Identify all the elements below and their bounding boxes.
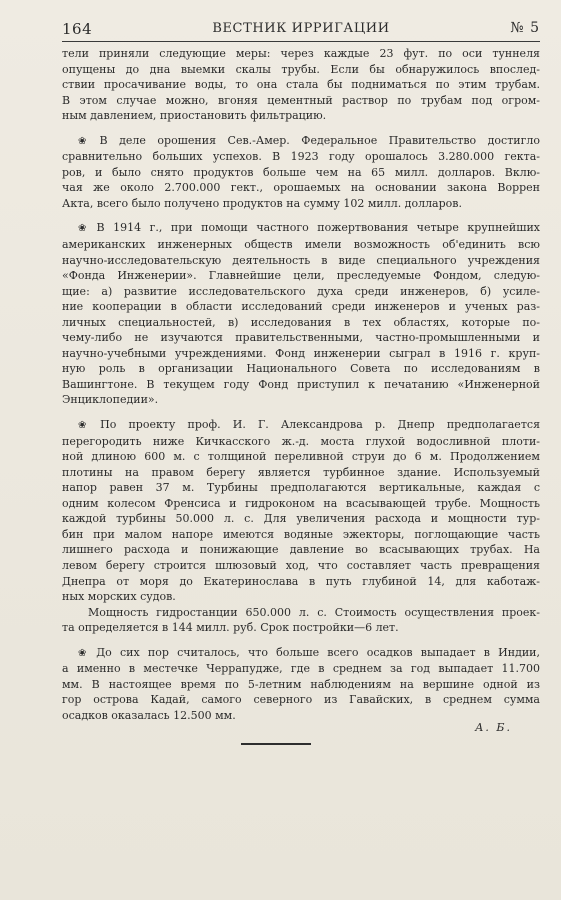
paragraph-irrigation [62,133,540,212]
text-line: а именно в местечке Черрапудже, где в среднем за год выпадает 11.700 [62,662,540,676]
text-line: одним колесом Френсиса и гидроконом на всасывающей трубе. Мощность [62,496,540,510]
text-line: сравнительно больших успехов. В 1923 году орошалось 3.280.000 гекта- [62,150,540,164]
text-line: чему-либо не изучаются правительственными, частно-промышленными и [62,331,540,345]
text-line-with-marker: ❀ До сих пор считалось, что больше всего осадков выпадает в Индии, [62,645,540,662]
section-marker-icon: ❀ [78,420,87,432]
text-line: ствии просачивание воды, то она стала бы подниматься по этим трубам. [62,78,540,92]
header-divider [62,41,540,42]
section-marker-icon: ❀ [78,647,87,659]
text-line: лишнего расхода и понижающие давление во всасывающих трубах. На [62,543,540,557]
text-line: перегородить ниже Кичкасского ж.-д. моста глухой водосливной плоти- [62,434,540,448]
text-line: ние кооперации в области исследований среди инженеров и ученых раз- [62,300,540,314]
text-line: бин при малом напоре имеются водяные эжекторы, поглощающие часть [62,527,540,541]
page-header [62,20,540,42]
page-number: 164 [62,20,93,38]
text-line-with-marker: ❀ В 1914 г., при помощи частного пожертвования четыре крупнейших [62,220,540,237]
text-line: Энциклопедии». [62,393,159,407]
text-line: ным давлением, приостановить фильтрацию. [62,109,327,123]
text-line: та определяется в 144 милл. руб. Срок постройки—6 лет. [62,621,399,635]
text-line: мм. В настоящее время по 5-летним наблюдениям на вершине одной из [62,677,540,691]
text-line: плотины на правом берегу является турбинное здание. Используемый [62,465,540,479]
text-line: ной длиною 600 м. с толщиной переливной струи до 6 м. Продолжением [62,450,540,464]
text-line: личных специальностей, в) исследования в тех областях, которые по- [62,315,540,329]
paragraph-engineering-fund [62,220,540,408]
text-line: каждой турбины 50.000 л. с. Для увеличения расхода и мощности тур- [62,512,540,526]
text-line: научно-учебными учреждениями. Фонд инженерии сыграл в 1916 г. круп- [62,346,540,360]
paragraph-tunnel [62,46,540,124]
text-line: Днепра от моря до Екатеринослава в путь глубиной 14, для каботаж- [62,574,540,588]
text-line: гор острова Кадай, самого северного из Гавайских, в среднем сумма [62,693,540,707]
issue-number: № 5 [510,20,540,36]
text-line: левом берегу строится шлюзовый ход, что составляет часть превращения [62,558,540,572]
section-marker-icon: ❀ [78,135,87,147]
text-line: Акта, всего было получено продуктов на сумму 102 милл. долларов. [62,196,462,210]
text-line: чая же около 2.700.000 гект., орошаемых на основании закона Воррен [62,181,540,195]
paragraph-rainfall [62,645,540,724]
author-signature: А. Б. [475,721,512,734]
text-line: опущены до дна выемки скалы трубы. Если бы обнаружилось впослед- [62,62,540,76]
article-body [62,46,540,723]
text-line: осадков оказалась 12.500 мм. [62,708,236,722]
text-line: В этом случае можно, вгоняя цементный раствор по трубам под огром- [62,93,540,107]
text-line: ную роль в организации Национального Совета по исследованиям в [62,362,540,376]
text-line: американских инженерных обществ имели возможность об'единить всю [62,238,540,252]
section-marker-icon: ❀ [78,223,87,235]
text-line: тели приняли следующие меры: через каждые 23 фут. по оси туннеля [62,47,540,60]
text-line: щие: а) развитие исследовательского духа среди инженеров, б) усиле- [62,284,540,298]
text-line: ров, и было снято продуктов больше чем на 65 милл. долларов. Вклю- [62,165,540,179]
text-line: «Фонда Инженерии». Главнейшие цели, преследуемые Фондом, следую- [62,269,540,283]
journal-title: ВЕСТНИК ИРРИГАЦИИ [212,21,390,36]
text-line: Вашингтоне. В текущем году Фонд приступил к печатанию «Инженерной [62,377,540,391]
paragraph-dnepr-cost [62,605,540,636]
text-line-with-marker: ❀ В деле орошения Сев.-Амер. Федеральное Правительство достигло [62,133,540,150]
text-line-with-marker: ❀ По проекту проф. И. Г. Александрова р. Днепр предполагается [62,417,540,434]
paragraph-dnepr-project [62,417,540,605]
text-line: научно-исследовательскую деятельность в виде специального учреждения [62,253,540,267]
end-divider [241,743,311,745]
text-line: напор равен 37 м. Турбины предполагаются вертикальные, каждая с [62,481,540,495]
text-line: ных морских судов. [62,590,176,604]
text-line: Мощность гидростанции 650.000 л. с. Стоимость осуществления проек- [88,605,540,619]
